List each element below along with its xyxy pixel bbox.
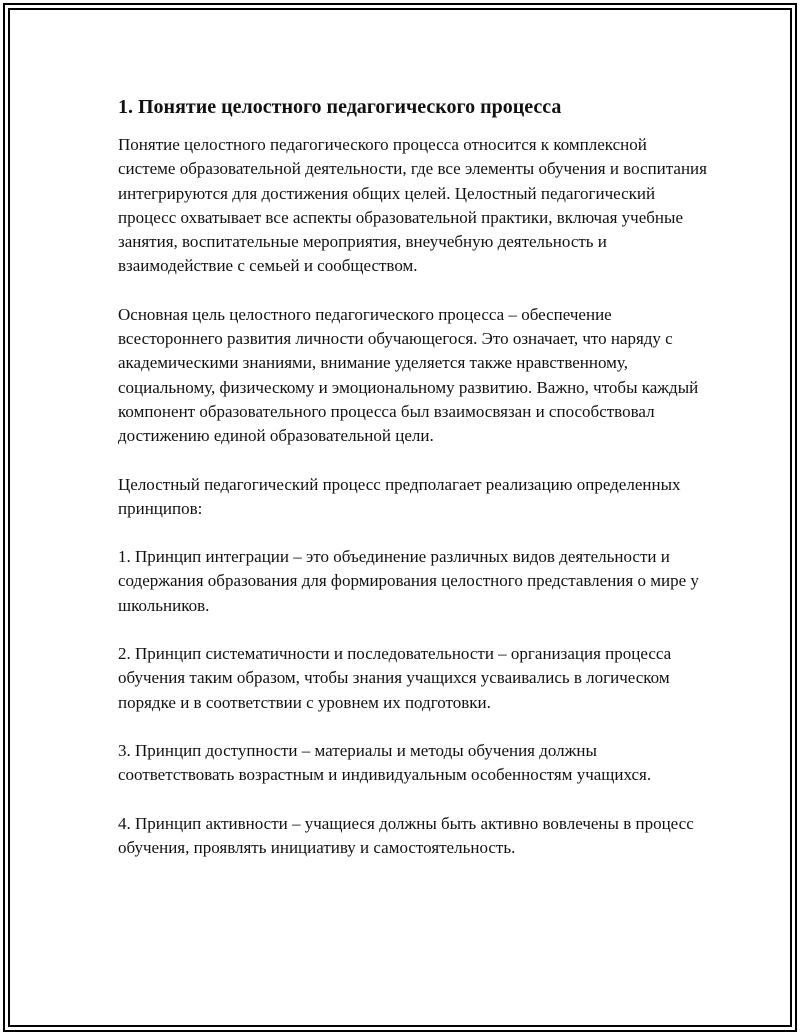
paragraph-principle-integration: 1. Принцип интеграции – это объединение различных видов деятельности и содержания образования для формирования целостного представления о мире у школьников. xyxy=(118,547,699,615)
section-heading: 1. Понятие целостного педагогического процесса xyxy=(118,96,562,118)
paragraph-main-goal: Основная цель целостного педагогического процесса – обеспечение всестороннего развития личности обучающегося. Это означает, что наряду с академическими знаниями, внимание уделяется также нравственному, социальному, физическому и эмоциональному развитию. Важно, чтобы каждый компонент образовательного процесса был взаимосвязан и способствовал достижению единой образовательной цели. xyxy=(118,304,699,446)
paragraph-principle-systematic: 2. Принцип систематичности и последовательности – организация процесса обучения таким образом, чтобы знания учащихся усваивались в логическом порядке и в соответствии с уровнем их подготовки. xyxy=(118,644,672,712)
document-body xyxy=(118,94,708,884)
paragraph-principles-intro: Целостный педагогический процесс предполагает реализацию определенных принципов: xyxy=(118,474,681,518)
paragraph-principle-activity: 4. Принцип активности – учащиеся должны быть активно вовлечены в процесс обучения, проявлять инициативу и самостоятельность. xyxy=(118,813,694,857)
paragraph-intro: Понятие целостного педагогического процесса относится к комплексной системе образовательной деятельности, где все элементы обучения и воспитания интегрируются для достижения общих целей. Целостный педагогический процесс охватывает все аспекты образовательной практики, включая учебные занятия, воспитательные мероприятия, внеучебную деятельность и взаимодействие с семьей и сообществом. xyxy=(118,135,707,276)
paragraph-principle-accessibility: 3. Принцип доступности – материалы и методы обучения должны соответствовать возрастным и индивидуальным особенностям учащихся. xyxy=(118,740,652,785)
